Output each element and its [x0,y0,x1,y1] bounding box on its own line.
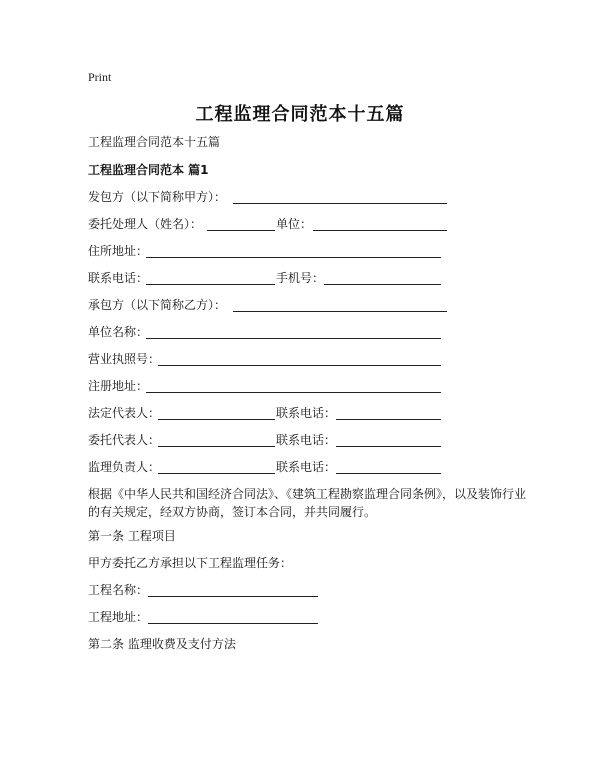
license-field[interactable] [158,365,441,366]
mobile-field[interactable] [324,284,441,285]
phone-label: 联系电话： [88,271,149,285]
unit-label: 单位： [276,217,313,231]
article1-text: 甲方委托乙方承担以下工程监理任务： [88,556,293,570]
project-address-label: 工程地址： [88,610,149,624]
project-name-field[interactable] [148,596,318,597]
mobile-label: 手机号： [276,271,325,285]
article2-heading: 第二条 监理收费及支付方法 [88,637,236,651]
contact-phone-1-label: 联系电话： [276,406,337,420]
delegate-label: 委托处理人（姓名）： [88,217,203,231]
address-label: 住所地址： [88,244,149,258]
entrusted-rep-field[interactable] [158,446,275,447]
unit-field[interactable] [313,230,447,231]
contact-phone-1-field[interactable] [336,419,441,420]
license-label: 营业执照号： [88,352,161,366]
document-subtitle: 工程监理合同范本十五篇 [88,135,221,149]
contractor-field[interactable] [233,311,447,312]
unit-name-field[interactable] [146,338,441,339]
section-heading: 工程监理合同范本 篇1 [88,163,209,177]
phone-field[interactable] [146,284,275,285]
document-title: 工程监理合同范本十五篇 [195,104,405,125]
supervisor-label: 监理负责人： [88,460,161,474]
contact-phone-2-label: 联系电话： [276,433,337,447]
issuer-label: 发包方（以下简称甲方）： [88,190,227,204]
unit-name-label: 单位名称： [88,325,149,339]
legal-rep-field[interactable] [158,419,275,420]
reg-address-label: 注册地址： [88,379,149,393]
contact-phone-2-field[interactable] [336,446,441,447]
reg-address-field[interactable] [146,392,441,393]
contact-phone-3-field[interactable] [336,473,441,474]
entrusted-rep-label: 委托代表人： [88,433,161,447]
supervisor-field[interactable] [158,473,275,474]
contractor-label: 承包方（以下简称乙方）： [88,298,227,312]
print-label[interactable]: Print [88,70,112,84]
contact-phone-3-label: 联系电话： [276,460,337,474]
delegate-field[interactable] [207,230,275,231]
project-name-label: 工程名称： [88,583,149,597]
intro-paragraph: 根据《中华人民共和国经济合同法》、《建筑工程勘察监理合同条例》，以及装饰行业的有关规定，经双方协商，签订本合同，并共同履行。 [88,487,527,519]
legal-rep-label: 法定代表人： [88,406,161,420]
project-address-field[interactable] [148,623,318,624]
address-field[interactable] [146,257,441,258]
article1-heading: 第一条 工程项目 [88,529,176,543]
issuer-field[interactable] [233,203,447,204]
